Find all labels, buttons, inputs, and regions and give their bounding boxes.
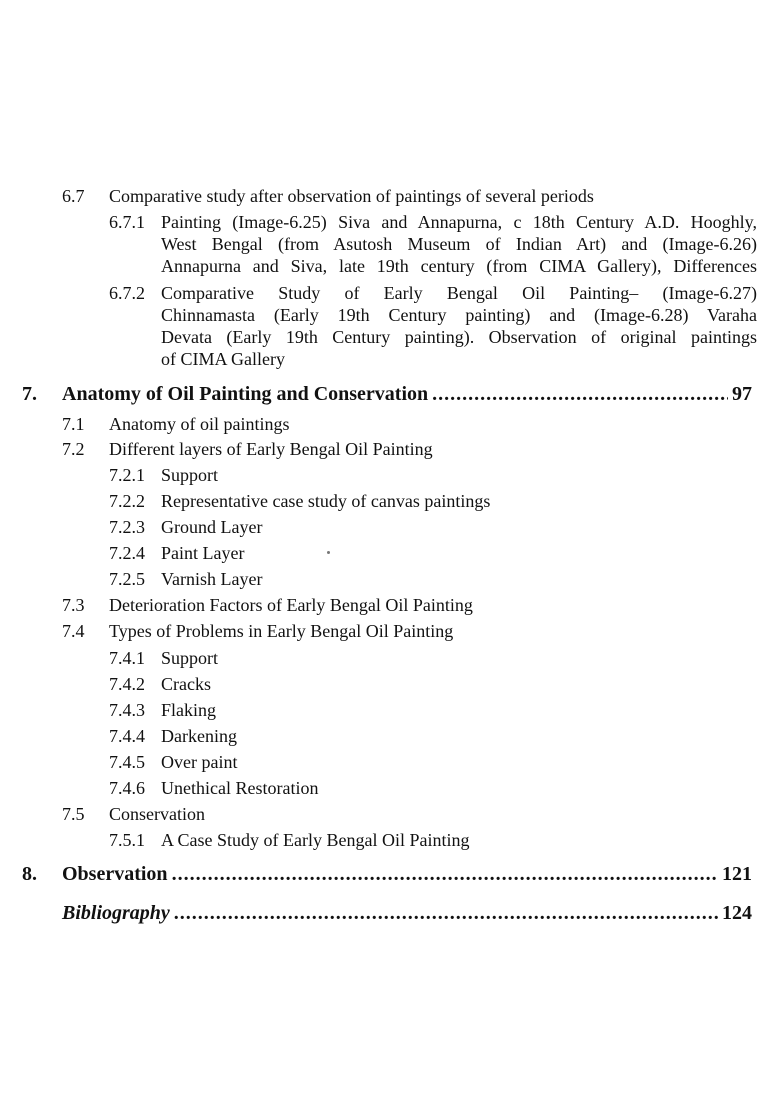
toc-bibliography[interactable] [62,901,752,925]
section-title: Over paint [161,752,238,772]
section-title-line: Painting (Image-6.25) Siva and Annapurna, c 18th Century A.D. Hooghly, [161,212,757,232]
section-title: A Case Study of Early Bengal Oil Painting [161,830,470,850]
section-title-line: West Bengal (from Asutosh Museum of Indian Art) and (Image-6.26) [161,234,757,254]
section-number: 6.7.2 [109,283,145,303]
toc-entry-7-2-3 [109,516,709,538]
section-title-line: Annapurna and Siva, late 19th century (from CIMA Gallery), Differences [161,256,757,276]
toc-entry-7-2-2 [109,490,709,512]
toc-entry-7-4-5 [109,751,709,773]
section-number: 6.7.1 [109,212,145,232]
toc-entry-7-4 [62,620,662,642]
toc-entry-7-4-4 [109,725,709,747]
chapter-number: 8. [22,863,37,885]
toc-entry-7-2-4 [109,542,709,564]
toc-entry-6-7-2 [109,282,759,370]
section-title: Paint Layer [161,543,245,563]
section-number: 7.4.3 [109,700,145,720]
section-title: Anatomy of oil paintings [109,414,290,434]
toc-entry-7-4-1 [109,647,709,669]
chapter-title: Anatomy of Oil Painting and Conservation [62,383,429,405]
toc-entry-7-4-6 [109,777,709,799]
bibliography-page-number: 124 [722,902,752,924]
toc-chapter-7[interactable] [22,382,752,406]
toc-entry-7-2 [62,438,662,460]
section-number: 7.2.2 [109,491,145,511]
section-number: 7.2.1 [109,465,145,485]
toc-entry-7-2-5 [109,568,709,590]
section-number: 7.4.6 [109,778,145,798]
stray-dot [327,551,330,554]
section-title: Support [161,648,219,668]
dot-leader [172,862,718,886]
toc-entry-7-3 [62,594,662,616]
toc-chapter-8[interactable] [22,862,752,886]
bibliography-title: Bibliography [62,902,170,924]
chapter-page-number: 97 [732,383,752,405]
section-number: 7.4.4 [109,726,145,746]
section-number: 7.3 [62,595,85,615]
section-number: 6.7 [62,186,85,206]
section-number: 7.5.1 [109,830,145,850]
section-title-line: Comparative Study of Early Bengal Oil Painting– (Image-6.27) [161,283,757,303]
section-title-line: Chinnamasta (Early 19th Century painting) and (Image-6.28) Varaha [161,305,757,325]
section-title: Ground Layer [161,517,263,537]
section-number: 7.4.2 [109,674,145,694]
section-title: Conservation [109,804,205,824]
section-number: 7.5 [62,804,85,824]
section-title: Representative case study of canvas paintings [161,491,491,511]
section-number: 7.4.5 [109,752,145,772]
section-title-line: Devata (Early 19th Century painting). Observation of original paintings [161,327,757,347]
toc-entry-7-4-3 [109,699,709,721]
toc-entry-7-5 [62,803,662,825]
section-title: Flaking [161,700,217,720]
section-title-line: of CIMA Gallery [161,349,285,369]
section-number: 7.2.4 [109,543,145,563]
section-title: Varnish Layer [161,569,263,589]
chapter-page-number: 121 [722,863,752,885]
section-title: Unethical Restoration [161,778,319,798]
section-title: Cracks [161,674,211,694]
section-title: Different layers of Early Bengal Oil Painting [109,439,433,459]
dot-leader [432,382,728,406]
section-title: Types of Problems in Early Bengal Oil Painting [109,621,454,641]
section-number: 7.2.3 [109,517,145,537]
section-title: Darkening [161,726,237,746]
section-title: Comparative study after observation of paintings of several periods [109,186,594,206]
section-title: Support [161,465,219,485]
section-title: Deterioration Factors of Early Bengal Oil Painting [109,595,473,615]
section-number: 7.4 [62,621,85,641]
chapter-number: 7. [22,383,37,405]
section-number: 7.1 [62,414,85,434]
section-number: 7.4.1 [109,648,145,668]
chapter-title: Observation [62,863,168,885]
section-number: 7.2.5 [109,569,145,589]
dot-leader [174,901,718,925]
toc-entry-7-2-1 [109,464,709,486]
toc-entry-7-5-1 [109,829,709,851]
toc-entry-7-1 [62,413,662,435]
toc-entry-6-7-1 [109,211,759,277]
toc-entry-7-4-2 [109,673,709,695]
section-number: 7.2 [62,439,85,459]
toc-entry-6-7 [62,185,762,207]
